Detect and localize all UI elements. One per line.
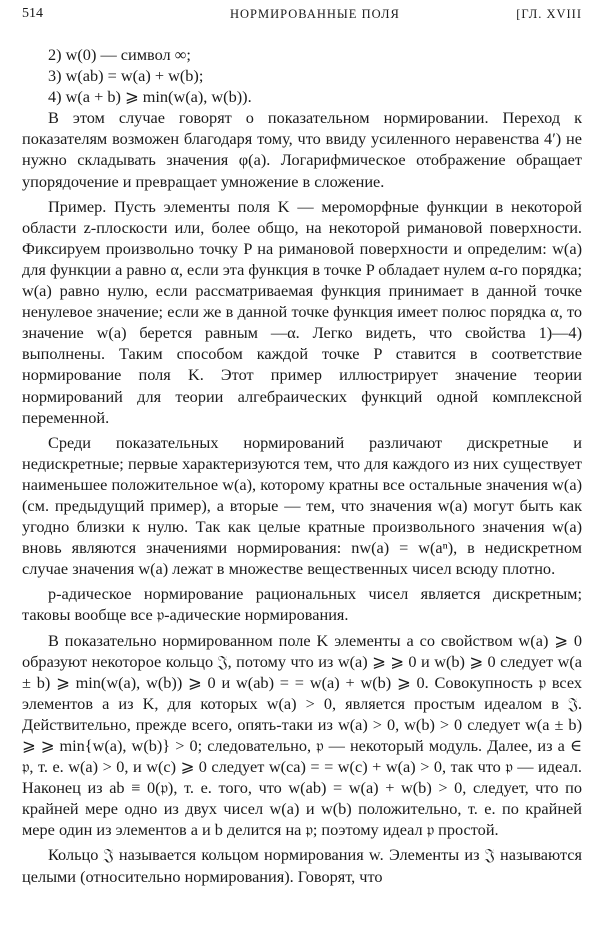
paragraph: Среди показательных нормирований различают дискретные и недискретные; первые характеризуются тем, что для каждого из них существует наименьшее положительное w(a), которому кратны все остальные значения w(a) (см. предыдущий пример), а вторые — тем, что значения w(a) могут быть как угодно близки к нулю. Так как целые кратные произвольного значения w(a) вновь являются значениями нормирования: nw(a) = w(aⁿ), в недискретном случае значения w(a) лежат в множестве вещественных чисел всюду плотно.: [22, 432, 582, 579]
paragraph: В этом случае говорят о показательном нормировании. Переход к показателям возможен благодаря тому, что ввиду усиленного неравенства 4′) не нужно складывать значения φ(a). Логарифмическое отображение обращает упорядочение и превращает умножение в сложение.: [22, 108, 582, 191]
paragraph-example: Пример. Пусть элементы поля K — мероморфные функции в некоторой области z-плоскости или, более общо, на некоторой римановой поверхности. Фиксируем произвольно точку P на римановой поверхности и определим: w(a) для функции a равно α, если эта функция в точке P обладает нулем α-го порядка; w(a) равно нулю, если рассматриваемая функция принимает в данной точке ненулевое значение; если же в данной точке функция имеет полюс порядка α, то значение w(a) берется равным —α. Легко видеть, что свойства 1)—4) выполнены. Таким способом каждой точке P ставится в соответствие нормирование поля K. Этот пример иллюстрирует значение теории нормирований для теории алгебраических функций одной комплексной переменной.: [22, 196, 582, 427]
list-item: 4) w(a + b) ⩾ min(w(a), w(b)).: [48, 87, 252, 107]
property-list: [22, 44, 582, 107]
list-item: 2) w(0) — символ ∞;: [48, 45, 191, 64]
paragraph: p-адическое нормирование рациональных чисел является дискретным; таковы вообще все 𝔭-адические нормирования.: [22, 584, 582, 625]
chapter-label: [ГЛ. XVIII: [516, 7, 582, 21]
page-body: [22, 44, 582, 887]
paragraph: В показательно нормированном поле K элементы a со свойством w(a) ⩾ 0 образуют некоторое кольцо 𝔍, потому что из w(a) ⩾ ⩾ 0 и w(b) ⩾ 0 следует w(a ± b) ⩾ min(w(a), w(b)) ⩾ 0 и w(ab) = = w(a) + w(b) ⩾ 0. Совокупность 𝔭 всех элементов a из K, для которых w(a) > 0, является простым идеалом в 𝔍. Действительно, прежде всего, опять-таки из w(a) > 0, w(b) > 0 следует w(a ± b) ⩾ ⩾ min{w(a), w(b)} > 0; следовательно, 𝔭 — некоторый модуль. Далее, из a ∈ 𝔭, т. е. w(a) > 0, и w(c) ⩾ 0 следует w(ca) = = w(c) + w(a) > 0, так что 𝔭 — идеал. Наконец из ab ≡ 0(𝔭), т. е. того, что w(ab) = w(a) + w(b) > 0, следует, что по крайней мере одно из двух чисел w(a) и w(b) положительно, т. е. по крайней мере один из элементов a и b делится на 𝔭; поэтому идеал 𝔭 простой.: [22, 630, 582, 840]
page-header: [22, 6, 582, 28]
list-item: 3) w(ab) = w(a) + w(b);: [48, 66, 204, 86]
running-title: НОРМИРОВАННЫЕ ПОЛЯ: [230, 7, 400, 21]
page-number: 514: [22, 6, 43, 21]
paragraph: Кольцо 𝔍 называется кольцом нормирования w. Элементы из 𝔍 называются целыми (относительно нормирования). Говорят, что: [22, 845, 582, 886]
